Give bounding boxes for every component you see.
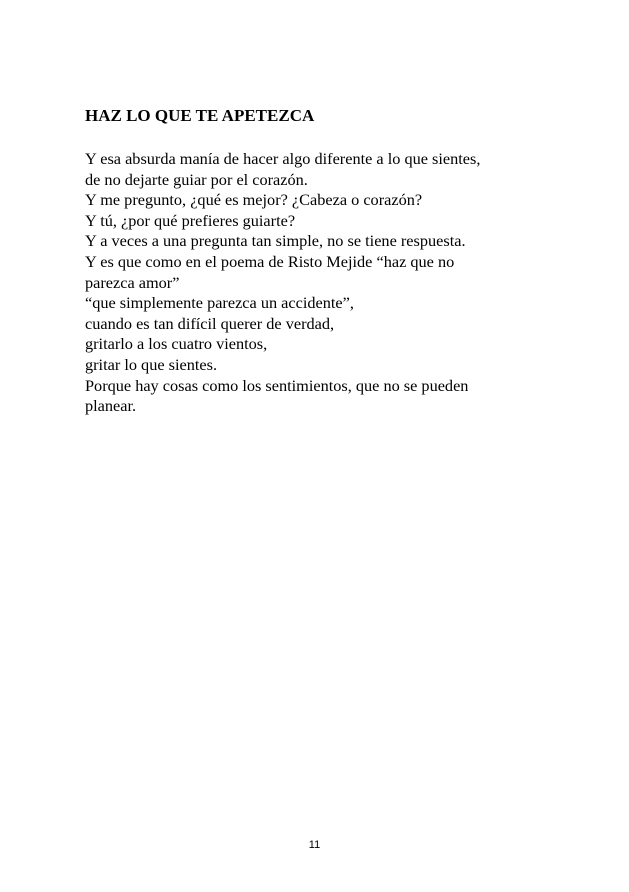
body-line: de no dejarte guiar por el corazón. — [85, 169, 308, 189]
body-line: gritar lo que sientes. — [85, 354, 218, 374]
body-line: “que simplemente parezca un accidente”, — [85, 293, 354, 313]
page-number: 11 — [308, 839, 321, 851]
body-line: Y a veces a una pregunta tan simple, no se tiene respuesta. — [85, 231, 466, 251]
body-line: Y esa absurda manía de hacer algo diferente a lo que sientes, — [85, 149, 481, 168]
body-line: planear. — [85, 396, 137, 416]
document-title: HAZ LO QUE TE APETEZCA — [85, 106, 315, 125]
body-line: Y me pregunto, ¿qué es mejor? ¿Cabeza o corazón? — [85, 190, 423, 210]
body-line: parezca amor” — [85, 272, 180, 292]
document-body — [85, 149, 545, 417]
body-line: Y es que como en el poema de Risto Mejide “haz que no — [85, 251, 455, 271]
body-line: cuando es tan difícil querer de verdad, — [85, 313, 335, 333]
body-line: gritarlo a los cuatro vientos, — [85, 334, 268, 354]
body-line: Porque hay cosas como los sentimientos, que no se pueden — [85, 375, 469, 395]
body-line: Y tú, ¿por qué prefieres guiarte? — [85, 210, 296, 230]
